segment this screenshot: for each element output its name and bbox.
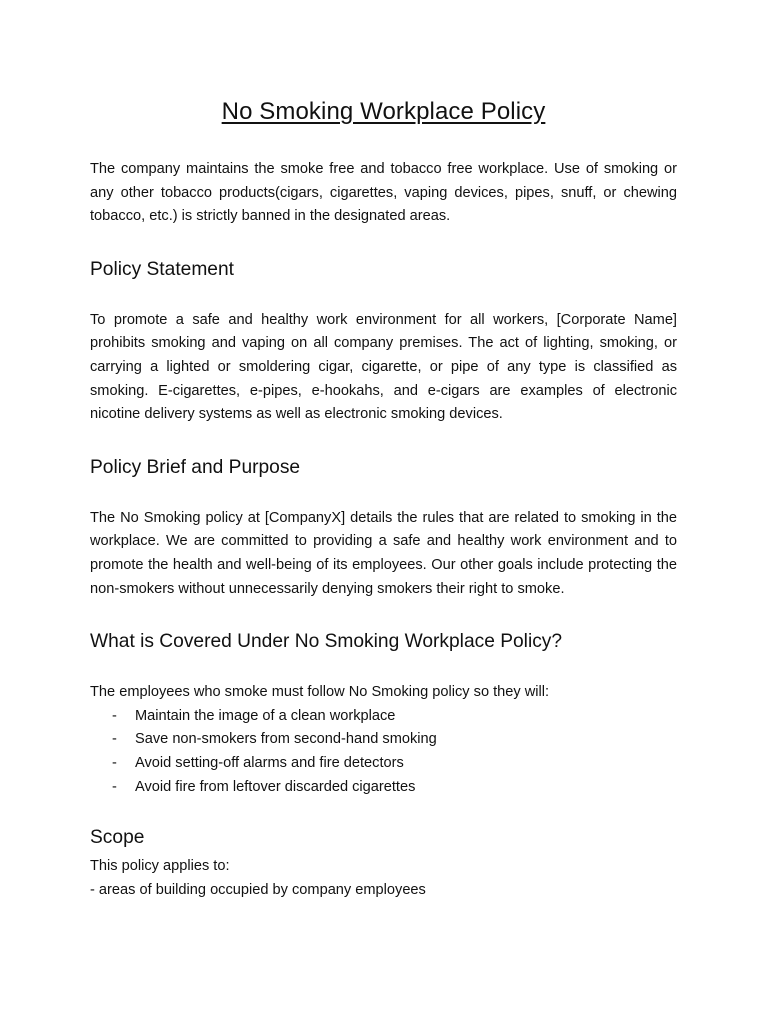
intro-paragraph: The company maintains the smoke free and tobacco free workplace. Use of smoking or any other tobacco products(cigars, cigarettes, vaping devices, pipes, snuff, or chewing tobacco, etc.) is strictly banned in the designated areas.: [90, 161, 677, 225]
policy-brief-paragraph: The No Smoking policy at [CompanyX] details the rules that are related to smoking in the workplace. We are committed to providing a safe and healthy work environment and to promote the health and well-being of its employees. Our other goals include protecting the non-smokers without unnecessarily denying smokers their right to smoke.: [90, 509, 677, 597]
covered-list: [90, 705, 677, 799]
heading-policy-brief: Policy Brief and Purpose: [90, 456, 301, 478]
bullet-dash: -: [112, 754, 117, 771]
heading-what-is-covered: What is Covered Under No Smoking Workplace Policy?: [90, 631, 563, 653]
bullet-dash: -: [112, 778, 117, 795]
heading-scope: Scope: [90, 827, 145, 849]
scope-line: This policy applies to:: [90, 858, 230, 875]
list-item-text: Avoid setting-off alarms and fire detectors: [135, 754, 404, 771]
document-title: No Smoking Workplace Policy: [221, 98, 546, 125]
covered-lead: The employees who smoke must follow No Smoking policy so they will:: [90, 684, 550, 701]
document-page: [90, 96, 677, 902]
heading-policy-statement: Policy Statement: [90, 258, 234, 280]
list-item-text: Avoid fire from leftover discarded cigarettes: [135, 778, 416, 795]
list-item: [90, 776, 677, 800]
bullet-dash: -: [112, 707, 117, 724]
bullet-dash: -: [112, 731, 117, 748]
list-item: [90, 705, 677, 729]
list-item: [90, 728, 677, 752]
list-item-text: Save non-smokers from second-hand smoking: [135, 731, 437, 748]
scope-line: - areas of building occupied by company employees: [90, 881, 426, 898]
list-item-text: Maintain the image of a clean workplace: [135, 707, 396, 724]
list-item: [90, 752, 677, 776]
policy-statement-paragraph: To promote a safe and healthy work environment for all workers, [Corporate Name] prohibits smoking and vaping on all company premises. The act of lighting, smoking, or carrying a lighted or smoldering cigar, cigarette, or pipe of any type is classified as smoking. E-cigarettes, e-pipes, e-hookahs, and e-cigars are examples of electronic nicotine delivery systems as well as electronic smoking devices.: [90, 311, 677, 423]
